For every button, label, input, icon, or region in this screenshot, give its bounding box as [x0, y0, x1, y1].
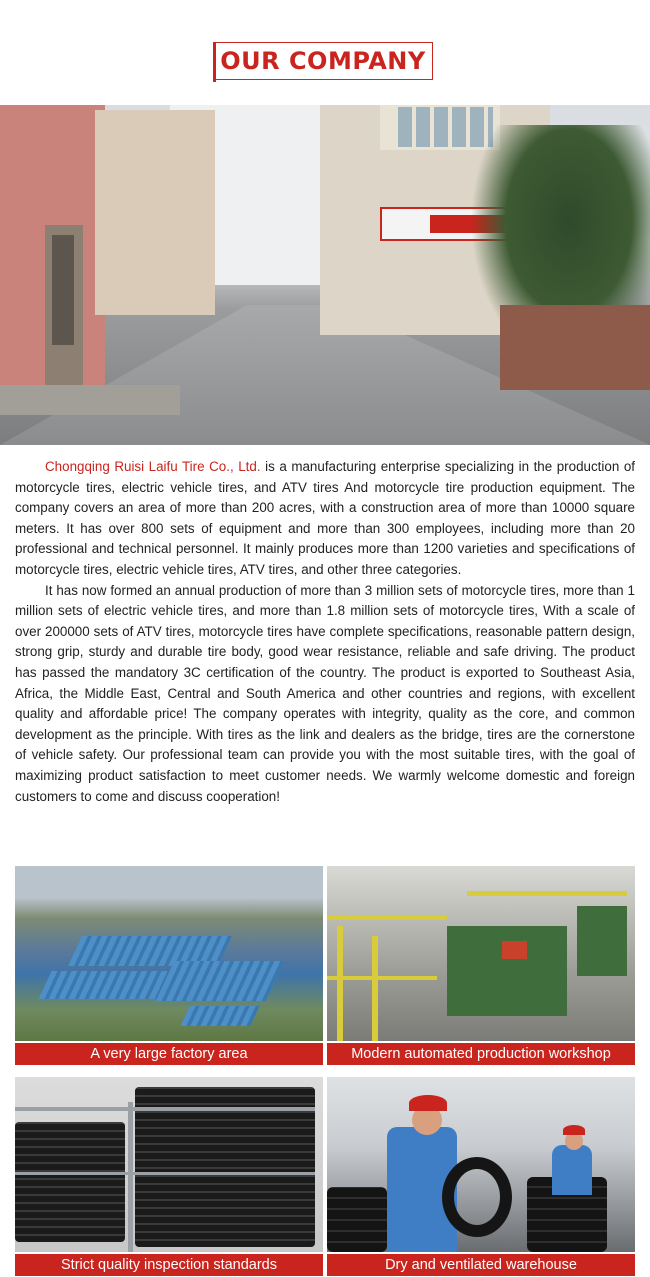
gallery-item-warehouse	[327, 1077, 635, 1277]
company-name: Chongqing Ruisi Laifu Tire Co., Ltd.	[45, 459, 261, 474]
about-paragraph-1-text: is a manufacturing enterprise specializing in the production of motorcycle tires, electric vehicle tires, and ATV tires And motorcycle tire production equipment. The company covers an area of more than 200 acres, with a construction area of more than 10000 square meters. It has over 800 sets of equipment and more than 300 employees, including more than 20 professional and technical personnel. It mainly produces more than 1200 varieties and specifications of motorcycle tires, electric vehicle tires, ATV tires, and other three categories.	[15, 459, 635, 577]
heading-frame	[213, 42, 433, 80]
company-description	[15, 457, 635, 807]
section-header	[0, 0, 650, 105]
workshop-photo	[327, 866, 635, 1041]
factory-aerial-photo	[15, 866, 323, 1041]
gallery-caption: Dry and ventilated warehouse	[327, 1254, 635, 1276]
factory-entrance-photo	[0, 105, 650, 445]
gallery-item-workshop	[327, 866, 635, 1067]
gate-sign	[52, 235, 74, 345]
warehouse-photo	[327, 1077, 635, 1252]
tire-rack-photo	[15, 1077, 323, 1252]
gallery-caption: A very large factory area	[15, 1043, 323, 1065]
gallery-caption: Strict quality inspection standards	[15, 1254, 323, 1276]
about-paragraph-2: It has now formed an annual production of more than 3 million sets of motorcycle tires, more than 1 million sets of electric vehicle tires, and more than 1.8 million sets of motorcycle tires, With a scale of over 200000 sets of ATV tires, motorcycle tires have complete specifications, reasonable pattern design, strong grip, sturdy and durable tire body, good wear resistance, reliable and safe driving. The product has passed the mandatory 3C certification of the country. The product is exported to Southeast Asia, Africa, the Middle East, Central and South America and other countries and regions, with excellent quality and affordable price! The company operates with integrity, quality as the core, and common development as the principle. With tires as the link and dealers as the bridge, tires are the cornerstone of vehicle safety. Our professional team can provide you with the most suitable tires, with the goal of maximizing product satisfaction to meet customer needs. We warmly welcome domestic and foreign customers to come and discuss cooperation!	[15, 582, 635, 804]
about-paragraph-1	[15, 457, 635, 581]
gallery-item-factory	[15, 866, 323, 1067]
gallery-item-inspection	[15, 1077, 323, 1277]
gallery-caption: Modern automated production workshop	[327, 1043, 635, 1065]
page-title: OUR COMPANY	[220, 47, 426, 75]
